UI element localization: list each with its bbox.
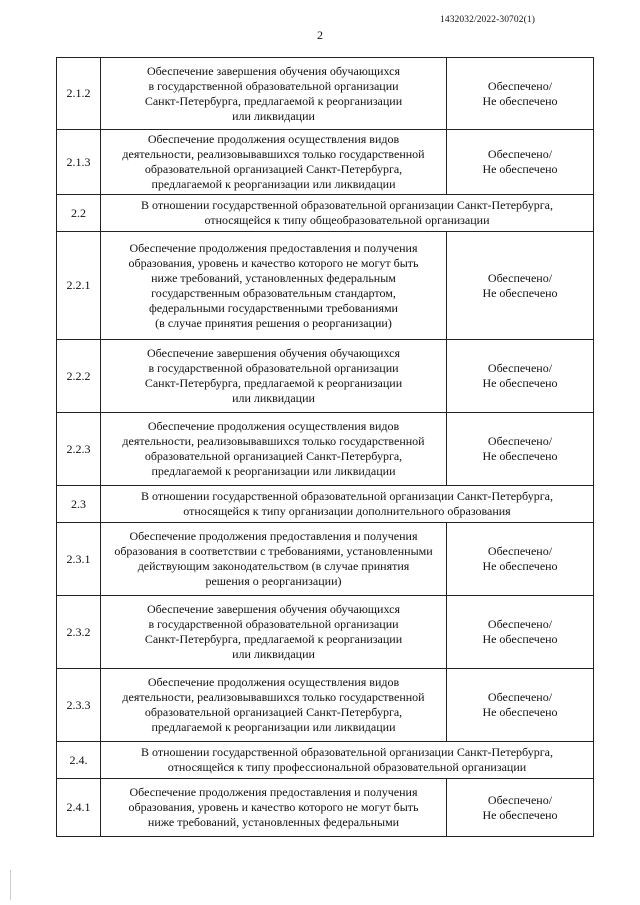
text-line: (в случае принятия решения о реорганизации): [155, 315, 392, 330]
status-cell: [447, 130, 594, 195]
criteria-row: [57, 130, 594, 195]
text-line: деятельности, реализовывавшихся только государственной: [122, 147, 425, 161]
status-line: Обеспечено/: [487, 690, 553, 704]
criteria-description: [101, 340, 447, 413]
text-line: образования, уровень и качество которого не могут быть: [128, 800, 419, 814]
document-id: 1432032/2022-30702(1): [440, 15, 535, 25]
status-line: Не обеспечено: [482, 559, 558, 573]
text-line: образовательной организацией Санкт-Петербурга,: [144, 705, 403, 719]
status-line: Не обеспечено: [482, 449, 558, 463]
text-line: в государственной образовательной организации: [148, 617, 399, 631]
section-row: [57, 195, 594, 232]
row-number: 2.2.1: [57, 232, 101, 340]
text-line: федеральными государственными требованиями: [149, 300, 398, 315]
criteria-description: [101, 523, 447, 596]
row-number: 2.3.2: [57, 596, 101, 669]
text-line: государственным образовательным стандартом,: [151, 285, 396, 300]
criteria-row: [57, 58, 594, 130]
status-line: Обеспечено/: [487, 270, 553, 285]
section-title: [101, 195, 594, 232]
text-line: относящейся к типу общеобразовательной организации: [204, 213, 490, 227]
text-line: относящейся к типу организации дополнительного образования: [183, 504, 511, 518]
status-line: Обеспечено/: [487, 147, 553, 161]
row-number: 2.2.3: [57, 413, 101, 486]
status-line: Не обеспечено: [482, 807, 558, 822]
status-line: Не обеспечено: [482, 93, 558, 108]
status-cell: [447, 596, 594, 669]
section-row: [57, 486, 594, 523]
text-line: В отношении государственной образовательной организации Санкт-Петербурга,: [141, 745, 553, 759]
text-line: или ликвидации: [232, 108, 315, 123]
status-line: Обеспечено/: [487, 544, 553, 558]
text-line: или ликвидации: [232, 391, 315, 405]
text-line: Обеспечение продолжения осуществления видов: [147, 132, 400, 146]
criteria-description: [101, 130, 447, 195]
status-line: Не обеспечено: [482, 162, 558, 176]
status-cell: [447, 58, 594, 130]
text-line: деятельности, реализовывавшихся только государственной: [122, 434, 425, 448]
text-line: Обеспечение завершения обучения обучающихся: [147, 602, 400, 616]
text-line: решения о реорганизации): [205, 574, 342, 588]
criteria-row: [57, 232, 594, 340]
criteria-row: [57, 413, 594, 486]
status-line: Не обеспечено: [482, 285, 558, 300]
text-line: Обеспечение продолжения осуществления видов: [147, 419, 400, 433]
status-cell: [447, 413, 594, 486]
text-line: ниже требований, установленных федеральными: [147, 815, 400, 829]
text-line: в государственной образовательной организации: [148, 361, 399, 375]
text-line: в государственной образовательной организации: [148, 78, 399, 93]
text-line: Обеспечение продолжения предоставления и получения: [129, 529, 418, 543]
criteria-description: [101, 413, 447, 486]
status-cell: [447, 340, 594, 413]
text-line: В отношении государственной образовательной организации Санкт-Петербурга,: [141, 198, 553, 212]
criteria-row: [57, 779, 594, 837]
criteria-description: [101, 232, 447, 340]
row-number: 2.1.2: [57, 58, 101, 130]
row-number: 2.3.3: [57, 669, 101, 742]
status-line: Обеспечено/: [487, 361, 553, 375]
text-line: или ликвидации: [232, 647, 315, 661]
section-row: [57, 742, 594, 779]
criteria-row: [57, 596, 594, 669]
text-line: относящейся к типу профессиональной образовательной организации: [167, 760, 527, 774]
text-line: предлагаемой к реорганизации или ликвидации: [151, 177, 396, 191]
status-line: Обеспечено/: [487, 792, 553, 807]
criteria-row: [57, 669, 594, 742]
page-number: 2: [317, 28, 323, 42]
criteria-description: [101, 669, 447, 742]
criteria-row: [57, 523, 594, 596]
scan-edge-mark: [10, 870, 11, 900]
row-number: 2.1.3: [57, 130, 101, 195]
row-number: 2.4.: [57, 742, 101, 779]
status-cell: [447, 523, 594, 596]
criteria-table: [56, 57, 594, 837]
status-line: Обеспечено/: [487, 617, 553, 631]
row-number: 2.4.1: [57, 779, 101, 837]
text-line: Обеспечение продолжения осуществления видов: [147, 675, 400, 689]
text-line: ниже требований, установленных федеральным: [151, 270, 396, 285]
criteria-description: [101, 779, 447, 837]
text-line: Обеспечение завершения обучения обучающихся: [147, 346, 400, 360]
row-number: 2.3: [57, 486, 101, 523]
text-line: образовательной организацией Санкт-Петербурга,: [144, 449, 403, 463]
text-line: предлагаемой к реорганизации или ликвидации: [151, 464, 396, 478]
row-number: 2.2.2: [57, 340, 101, 413]
status-line: Не обеспечено: [482, 376, 558, 390]
text-line: Санкт-Петербурга, предлагаемой к реорганизации: [144, 632, 403, 646]
status-cell: [447, 779, 594, 837]
criteria-row: [57, 340, 594, 413]
text-line: деятельности, реализовывавшихся только государственной: [122, 690, 425, 704]
criteria-description: [101, 58, 447, 130]
text-line: Санкт-Петербурга, предлагаемой к реорганизации: [144, 376, 403, 390]
status-line: Не обеспечено: [482, 632, 558, 646]
status-line: Обеспечено/: [487, 434, 553, 448]
text-line: В отношении государственной образовательной организации Санкт-Петербурга,: [141, 489, 553, 503]
status-line: Не обеспечено: [482, 705, 558, 719]
text-line: действующим законодательством (в случае принятия: [137, 559, 410, 573]
text-line: образования, уровень и качество которого не могут быть: [128, 255, 419, 270]
status-cell: [447, 669, 594, 742]
text-line: предлагаемой к реорганизации или ликвидации: [151, 720, 396, 734]
row-number: 2.3.1: [57, 523, 101, 596]
text-line: Обеспечение продолжения предоставления и получения: [129, 240, 418, 255]
status-line: Обеспечено/: [487, 78, 553, 93]
text-line: Обеспечение завершения обучения обучающихся: [147, 63, 400, 78]
text-line: образовательной организацией Санкт-Петербурга,: [144, 162, 403, 176]
text-line: Санкт-Петербурга, предлагаемой к реорганизации: [144, 93, 403, 108]
criteria-table-body: [57, 58, 594, 837]
status-cell: [447, 232, 594, 340]
section-title: [101, 486, 594, 523]
criteria-description: [101, 596, 447, 669]
text-line: образования в соответствии с требованиями, установленными: [114, 544, 433, 558]
row-number: 2.2: [57, 195, 101, 232]
section-title: [101, 742, 594, 779]
text-line: Обеспечение продолжения предоставления и получения: [129, 785, 418, 799]
